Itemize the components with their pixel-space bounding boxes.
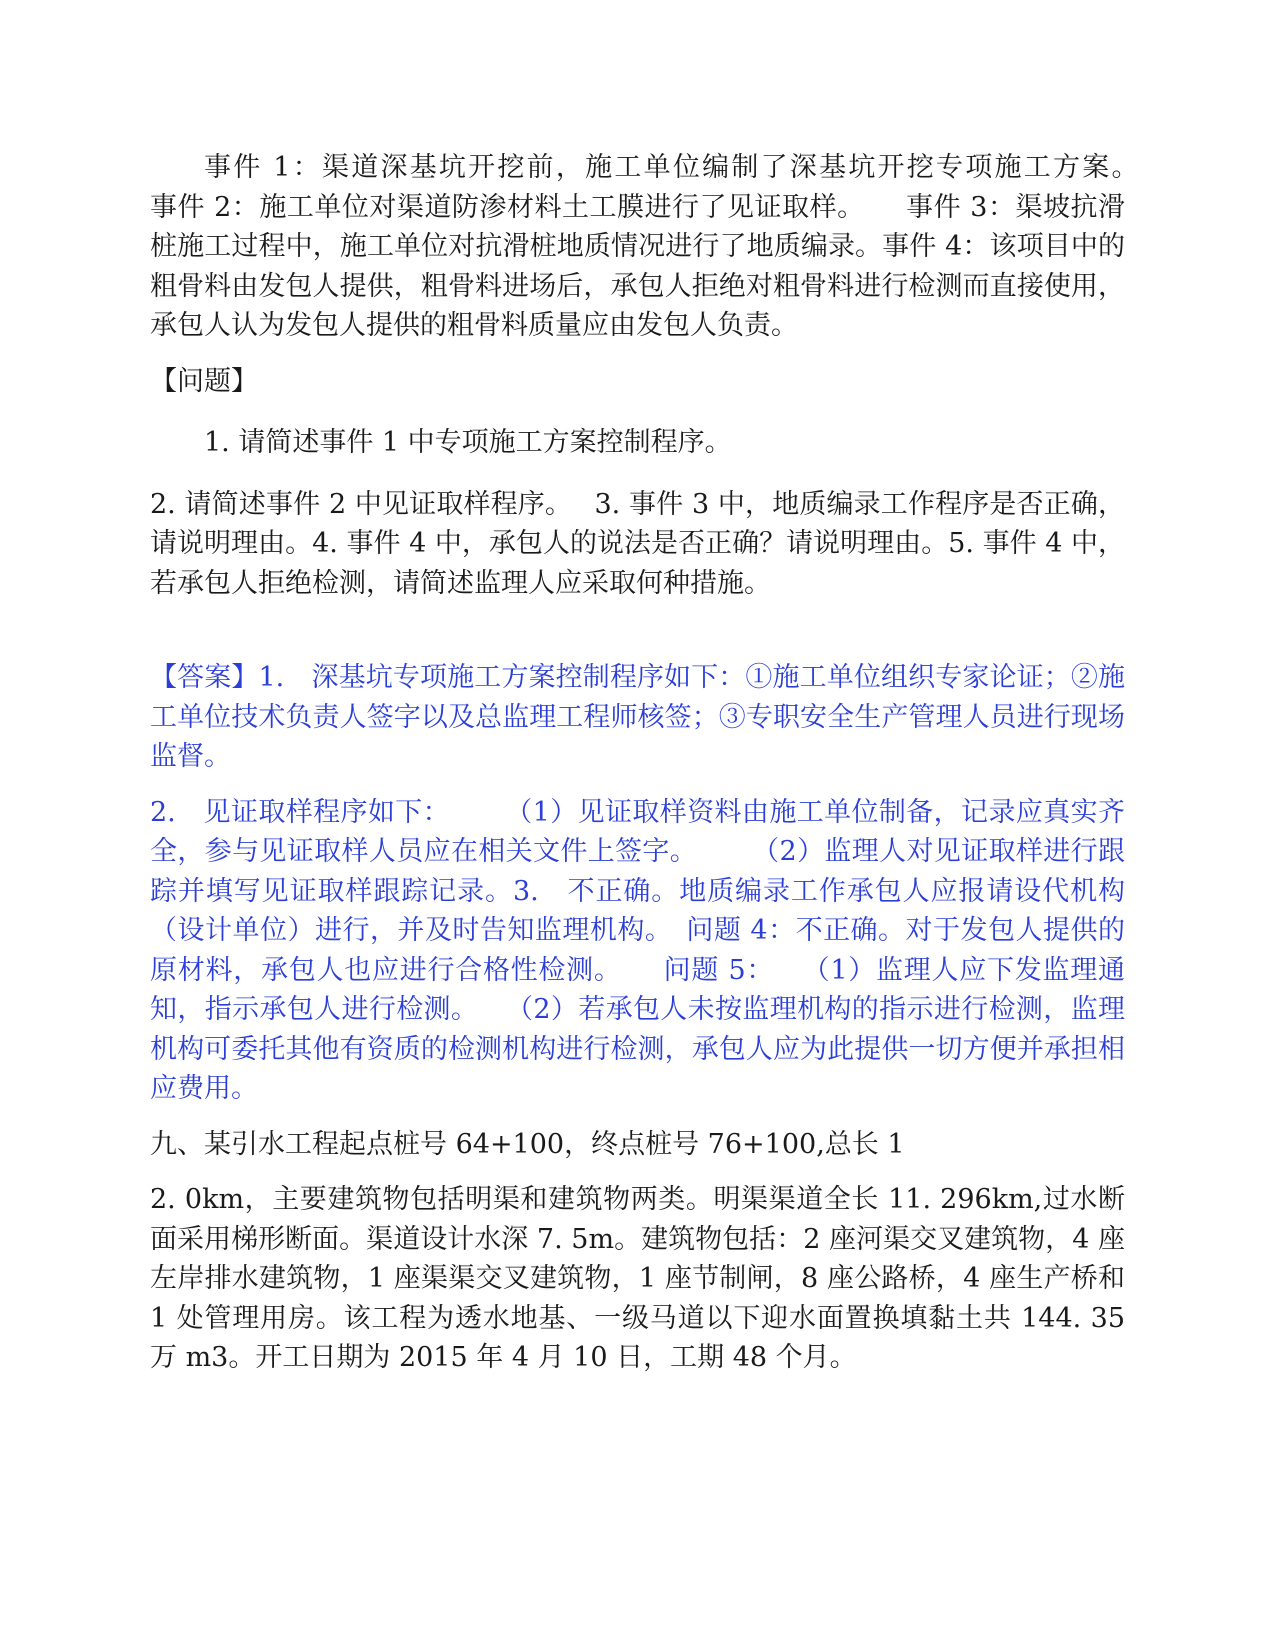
document-page: [150, 148, 1179, 1378]
section-9-body: 2. 0km，主要建筑物包括明渠和建筑物两类。明渠渠道全长 11. 296km,过水断面采用梯形断面。渠道设计水深 7. 5m。建筑物包括：2 座河渠交叉建筑物，4 座左岸排水建筑物，1 座渠渠交叉建筑物，1 座节制闸，8 座公路桥，4 座生产桥和 1 处管理用房。该工程为透水地基、一级马道以下迎水面置换填黏土共 144. 35 万 m3。开工日期为 2015 年 4 月 10 日，工期 48 个月。: [150, 1184, 1125, 1373]
answers-2-to-5: 2. 见证取样程序如下： （1）见证取样资料由施工单位制备，记录应真实齐全，参与见证取样人员应在相关文件上签字。 （2）监理人对见证取样进行跟踪并填写见证取样跟踪记录。3. 不正确。地质编录工作承包人应报请设代机构（设计单位）进行，并及时告知监理机构。 问题 4：不正确。对于发包人提供的原材料，承包人也应进行合格性检测。 问题 5： （1）监理人应下发监理通知，指示承包人进行检测。 （2）若承包人未按监理机构的指示进行检测，监理机构可委托其他有资质的检测机构进行检测，承包人应为此提供一切方便并承担相应费用。: [150, 796, 1125, 1104]
events-paragraph: 事件 1：渠道深基坑开挖前，施工单位编制了深基坑开挖专项施工方案。 事件 2：施工单位对渠道防渗材料土工膜进行了见证取样。 事件 3：渠坡抗滑桩施工过程中，施工单位对抗滑桩地质情况进行了地质编录。事件 4：该项目中的粗骨料由发包人提供，粗骨料进场后，承包人拒绝对粗骨料进行检测而直接使用，承包人认为发包人提供的粗骨料质量应由发包人负责。: [150, 152, 1179, 341]
questions-heading: 【问题】: [150, 365, 258, 397]
questions-2-to-5: 2. 请简述事件 2 中见证取样程序。 3. 事件 3 中，地质编录工作程序是否正确，请说明理由。4. 事件 4 中，承包人的说法是否正确？请说明理由。5. 事件 4 中，若承包人拒绝检测，请简述监理人应采取何种措施。: [150, 488, 1125, 599]
question-1: 1. 请简述事件 1 中专项施工方案控制程序。: [204, 427, 732, 458]
section-9-title: 九、某引水工程起点桩号 64+100，终点桩号 76+100,总长 1: [150, 1128, 905, 1160]
answer-1: 【答案】1. 深基坑专项施工方案控制程序如下：①施工单位组织专家论证；②施工单位技术负责人签字以及总监理工程师核签；③专职安全生产管理人员进行现场监督。: [150, 662, 1125, 772]
